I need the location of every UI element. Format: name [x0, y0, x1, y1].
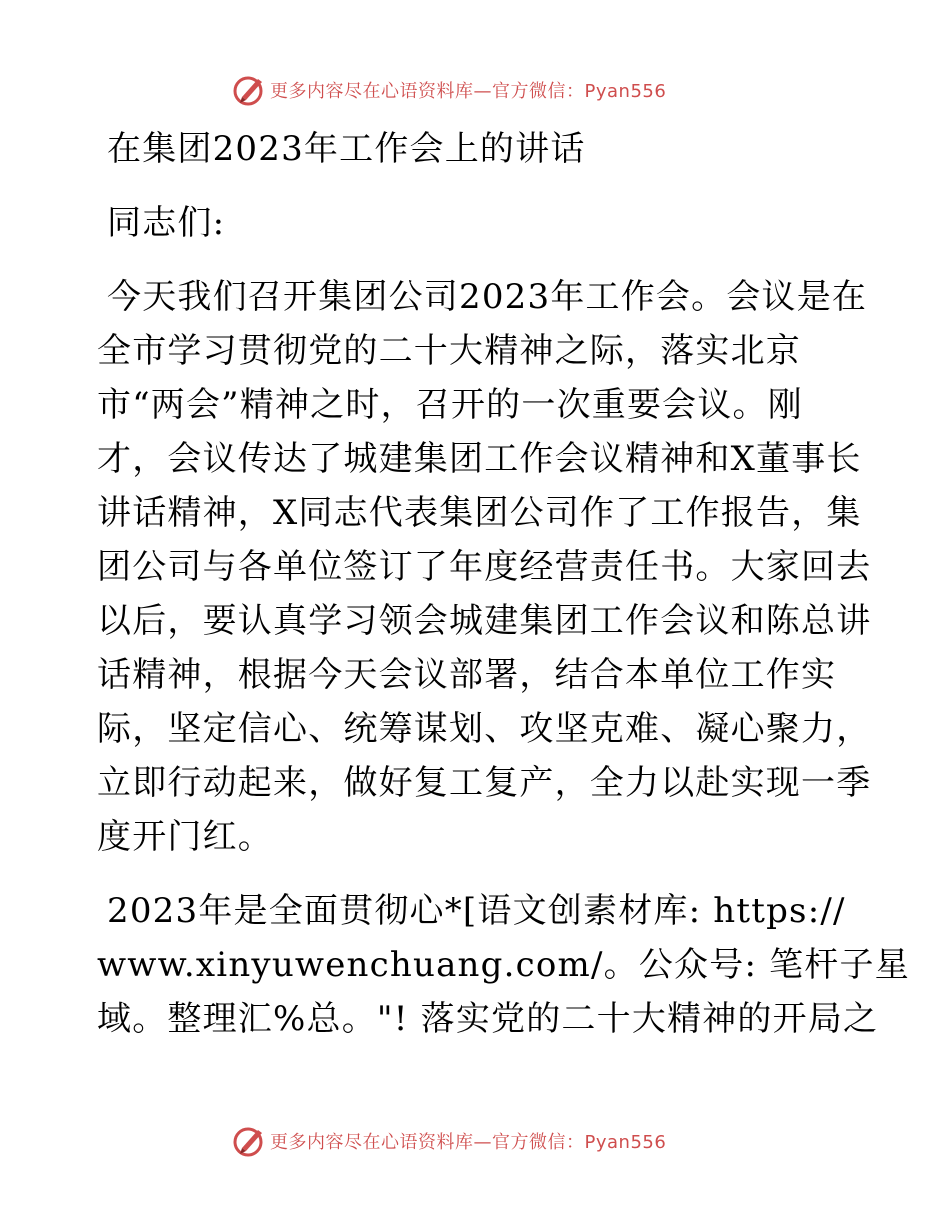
watermark-prefix: 更多内容尽在心语资料库—官方微信： [270, 81, 585, 102]
paragraph-1 [97, 270, 872, 864]
watermark-text [270, 77, 666, 103]
text-line: 度开门红。 [97, 817, 273, 857]
text-line: 才，会议传达了城建集团工作会议精神和X董事长 [97, 439, 862, 479]
wechat-id: Pyan556 [584, 1132, 667, 1153]
text-line: 际，坚定信心、统筹谋划、攻坚克难、凝心聚力， [97, 709, 872, 749]
text-line: 全市学习贯彻党的二十大精神之际，落实北京 [97, 331, 801, 371]
document-body [97, 122, 910, 1046]
document-title: 在集团2023年工作会上的讲话 [107, 129, 586, 169]
paragraph-2 [97, 884, 910, 1046]
text-line: 立即行动起来，做好复工复产，全力以赴实现一季 [97, 763, 872, 803]
text-line: 话精神，根据今天会议部署，结合本单位工作实 [97, 655, 837, 695]
text-line: www.xinyuwenchuang.com/。公众号: 笔杆子星 [97, 945, 910, 985]
text-line: 今天我们召开集团公司2023年工作会。会议是在 [107, 277, 868, 317]
text-line: 市“两会”精神之时，召开的一次重要会议。刚 [97, 385, 803, 425]
text-line: 讲话精神，X同志代表集团公司作了工作报告，集 [97, 493, 862, 533]
watermark-footer [232, 1123, 666, 1159]
pen-logo-icon [232, 73, 266, 107]
watermark-header [232, 72, 666, 108]
text-line: 域。整理汇%总。"! 落实党的二十大精神的开局之 [97, 999, 879, 1039]
text-line: 2023年是全面贯彻心*[语文创素材库: https:// [107, 891, 846, 931]
text-line: 团公司与各单位签订了年度经营责任书。大家回去 [97, 547, 872, 587]
pen-logo-icon [232, 1124, 266, 1158]
salutation: 同志们: [107, 203, 226, 243]
watermark-prefix: 更多内容尽在心语资料库—官方微信： [270, 1132, 585, 1153]
text-line: 以后，要认真学习领会城建集团工作会议和陈总讲 [97, 601, 872, 641]
watermark-text [270, 1128, 666, 1154]
wechat-id: Pyan556 [584, 81, 667, 102]
